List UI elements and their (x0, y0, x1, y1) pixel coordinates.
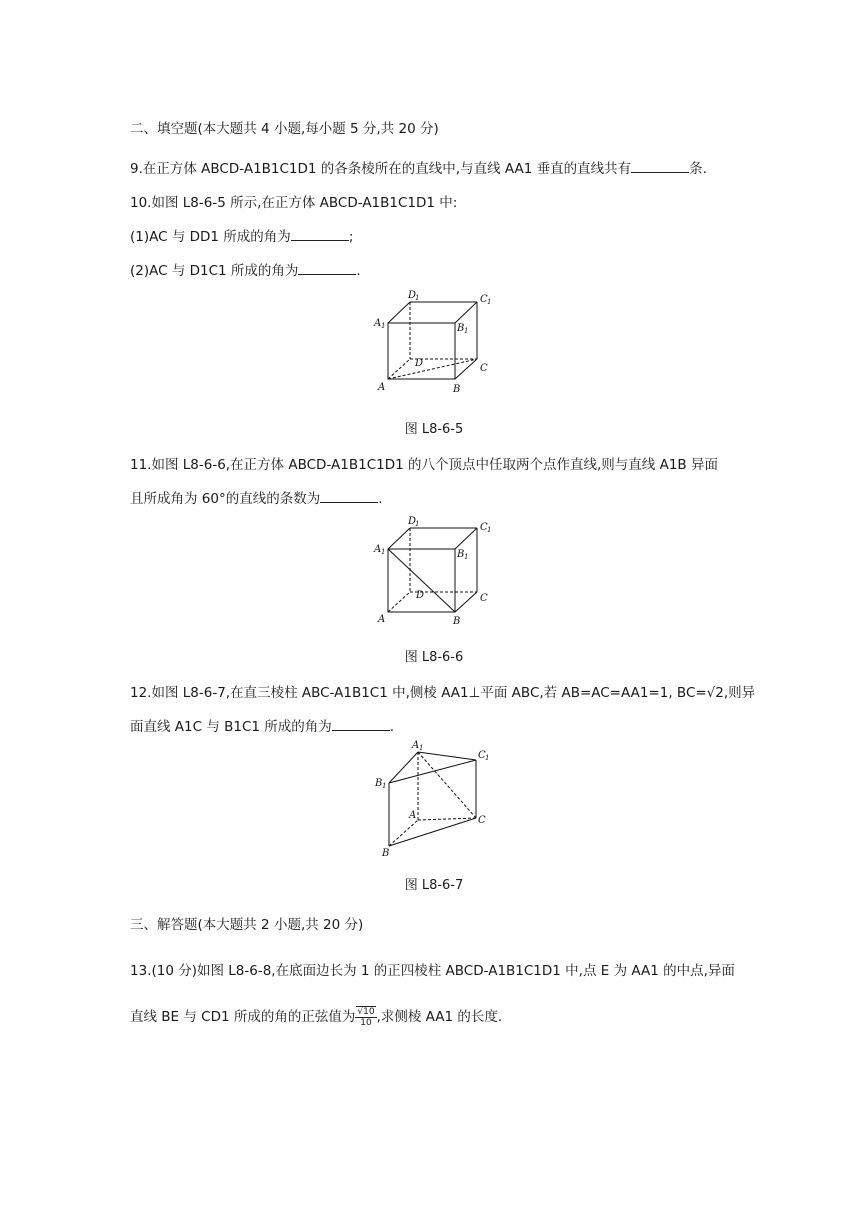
figure-caption: 图 L8-6-7 (404, 878, 464, 893)
fraction-sqrt10-over-10 (355, 1006, 376, 1028)
figure-caption: 图 L8-6-5 (404, 422, 464, 437)
prism-edge-a1c1 (418, 752, 476, 760)
section-heading-fill-in: 二、填空题(本大题共 4 小题,每小题 5 分,共 20 分) (130, 121, 439, 137)
label-a1: A (374, 544, 382, 555)
q9-mid: 的各条棱所在的直线中,与直线 (316, 161, 505, 177)
question-12-line2 (130, 718, 394, 736)
svg-text:1: 1 (381, 322, 386, 330)
question-9 (130, 160, 707, 178)
label-b1: B (457, 549, 465, 560)
label-c: C (478, 815, 486, 826)
question-10-part1 (130, 228, 353, 246)
label-b1: B (375, 778, 383, 789)
cube-hidden-edge (388, 592, 410, 612)
label-b1: B (457, 323, 465, 334)
prism-hidden-edge-ab (389, 820, 418, 846)
q12-end: . (389, 719, 395, 735)
figure-prism-l8-6-7 (372, 738, 502, 858)
fraction-denominator: 10 (360, 1018, 372, 1028)
cube-edge (455, 528, 477, 549)
q11-line2-text: 且所成角为 60°的直线的条数为 (130, 491, 321, 507)
label-a: A (409, 810, 417, 821)
q10-part1-text: (1)AC 与 DD1 所成的角为 (130, 229, 291, 245)
label-c1: C (478, 750, 486, 761)
q13-line2-rest: ,求侧棱 AA1 的长度. (376, 1009, 503, 1025)
question-10-part2 (130, 262, 361, 280)
prism-edge-b1c1 (389, 760, 476, 783)
q13-line2-text: 直线 BE 与 CD1 所成的角的正弦值为 (130, 1009, 356, 1025)
segment-a1b (388, 549, 455, 612)
label-d: D (415, 358, 424, 369)
q9-line: AA1 (504, 161, 533, 177)
label-a: A (378, 382, 386, 393)
label-b: B (453, 616, 461, 626)
question-11-line2 (130, 490, 383, 508)
answer-blank[interactable] (291, 228, 349, 241)
label-a: A (378, 614, 386, 625)
svg-text:1: 1 (487, 526, 492, 534)
section-heading-solutions: 三、解答题(本大题共 2 小题,共 20 分) (130, 917, 364, 933)
label-d1: D (408, 290, 417, 301)
figure-caption: 图 L8-6-6 (404, 650, 464, 665)
label-b: B (382, 848, 390, 858)
fraction-numerator: √10 (357, 1007, 375, 1017)
q12-line2-text: 面直线 A1C 与 B1C1 所成的角为 (130, 719, 332, 735)
label-c1: C (480, 522, 488, 533)
svg-text:1: 1 (415, 294, 420, 302)
svg-text:1: 1 (382, 782, 387, 790)
figure-cube-l8-6-5 (370, 288, 500, 400)
question-11-line1: 11.如图 L8-6-6,在正方体 ABCD-A1B1C1D1 的八个顶点中任取两个点作直线,则与直线 A1B 异面 (130, 457, 718, 473)
label-c: C (480, 593, 488, 604)
svg-text:1: 1 (464, 553, 469, 561)
svg-text:1: 1 (381, 548, 386, 556)
q11-end: . (378, 491, 383, 507)
prism-hidden-edge-ac (418, 818, 476, 820)
prism-edge-bc (389, 818, 476, 846)
q10-part1-end: ; (348, 229, 354, 245)
cube-front-face (388, 323, 455, 379)
answer-blank[interactable] (320, 490, 378, 503)
q9-text: 9.在正方体 (130, 161, 202, 177)
q9-end: 条. (689, 161, 707, 177)
diagonal-ac (388, 359, 477, 379)
svg-text:1: 1 (415, 520, 420, 528)
cube-hidden-edge (388, 359, 410, 379)
svg-text:1: 1 (485, 754, 490, 762)
prism-edge-a1b1 (389, 752, 418, 783)
label-b: B (453, 384, 461, 395)
label-c: C (480, 363, 488, 374)
cube-edge (455, 359, 477, 379)
label-c1: C (480, 294, 488, 305)
label-a1: A (412, 740, 420, 751)
cube-edge (388, 528, 410, 549)
cube-edge (455, 592, 477, 612)
svg-text:1: 1 (419, 744, 424, 752)
answer-blank[interactable] (298, 262, 356, 275)
q9-body-name: ABCD-A1B1C1D1 (201, 161, 317, 177)
figure-cube-l8-6-6 (370, 514, 500, 626)
cube-edge (388, 302, 410, 323)
svg-text:1: 1 (487, 298, 492, 306)
label-d: D (416, 590, 425, 601)
answer-blank[interactable] (631, 160, 689, 173)
question-10-intro: 10.如图 L8-6-5 所示,在正方体 ABCD-A1B1C1D1 中: (130, 195, 458, 211)
q10-part2-text: (2)AC 与 D1C1 所成的角为 (130, 263, 299, 279)
svg-text:1: 1 (464, 327, 469, 335)
label-d1: D (408, 516, 417, 527)
cube-edge (455, 302, 477, 323)
question-13-line2 (130, 1006, 502, 1028)
answer-blank[interactable] (332, 718, 390, 731)
question-12-line1: 12.如图 L8-6-7,在直三棱柱 ABC-A1B1C1 中,侧棱 AA1⊥平面 ABC,若 AB=AC=AA1=1, BC=√2,则异 (130, 685, 756, 701)
q10-part2-end: . (356, 263, 361, 279)
q9-suffix: 垂直的直线共有 (532, 161, 632, 177)
question-13-line1: 13.(10 分)如图 L8-6-8,在底面边长为 1 的正四棱柱 ABCD-A1B1C1D1 中,点 E 为 AA1 的中点,异面 (130, 963, 735, 979)
label-a1: A (374, 318, 382, 329)
